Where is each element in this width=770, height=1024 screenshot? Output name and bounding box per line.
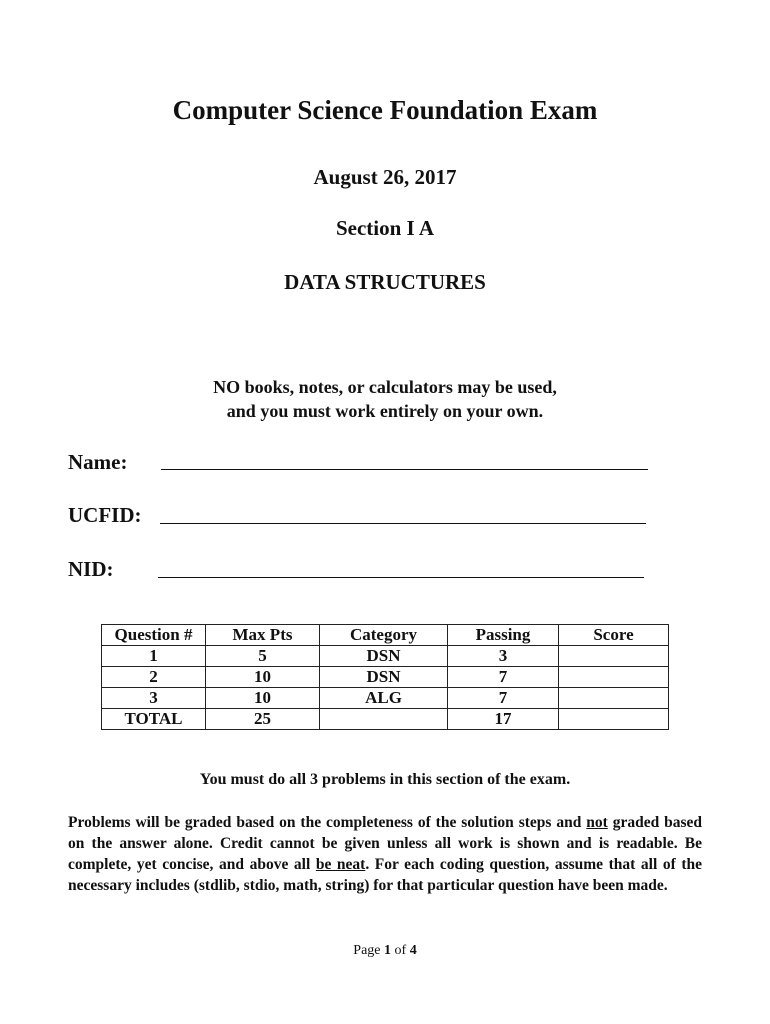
score-cell[interactable] xyxy=(559,646,669,667)
score-cell[interactable] xyxy=(559,709,669,730)
question-cell: 1 xyxy=(102,646,206,667)
table-row-total xyxy=(102,709,669,730)
emphasis-be-neat: be neat xyxy=(315,856,366,873)
max-pts-cell: 10 xyxy=(206,667,320,688)
passing-cell: 7 xyxy=(448,667,559,688)
page-footer xyxy=(0,943,770,959)
ucfid-field[interactable] xyxy=(160,523,646,524)
name-field[interactable] xyxy=(161,469,648,470)
max-pts-cell: 5 xyxy=(206,646,320,667)
instructions-text-2: graded based on the answer alone. Credit cannot be given unless all work is shown and is readable. Be complete, yet concise, and above all xyxy=(68,814,703,873)
max-pts-cell: 25 xyxy=(206,709,320,730)
score-cell[interactable] xyxy=(559,667,669,688)
passing-cell: 7 xyxy=(448,688,559,709)
exam-title: Computer Science Foundation Exam xyxy=(172,95,598,125)
must-do-note: You must do all 3 problems in this section of the exam. xyxy=(199,771,571,788)
category-cell: DSN xyxy=(320,667,448,688)
page-number: 1 xyxy=(384,943,392,958)
of-word: of xyxy=(394,943,407,958)
max-pts-cell: 10 xyxy=(206,688,320,709)
page-word: Page xyxy=(353,943,381,958)
passing-cell: 3 xyxy=(448,646,559,667)
name-label: Name: xyxy=(68,450,128,474)
category-cell xyxy=(320,709,448,730)
score-table xyxy=(101,624,669,730)
nid-field[interactable] xyxy=(158,577,644,578)
question-cell: TOTAL xyxy=(102,709,206,730)
emphasis-not: not xyxy=(586,814,608,831)
table-row xyxy=(102,667,669,688)
page-total: 4 xyxy=(409,943,417,958)
header-passing: Passing xyxy=(448,625,559,646)
header-category: Category xyxy=(320,625,448,646)
question-cell: 3 xyxy=(102,688,206,709)
header-score: Score xyxy=(559,625,669,646)
nid-label: NID: xyxy=(68,557,114,581)
exam-date: August 26, 2017 xyxy=(313,165,457,189)
table-header-row xyxy=(102,625,669,646)
passing-cell: 17 xyxy=(448,709,559,730)
question-cell: 2 xyxy=(102,667,206,688)
table-row xyxy=(102,688,669,709)
exam-subject: DATA STRUCTURES xyxy=(284,270,486,294)
instructions-text-1: Problems will be graded based on the completeness of the solution steps and xyxy=(68,814,587,831)
instructions-text-3: . For each coding question, assume that all of the necessary includes (stdlib, stdio, math, string) for that particular question have been made. xyxy=(68,856,702,894)
ucfid-label: UCFID: xyxy=(68,503,142,527)
rules-line-2: and you must work entirely on your own. xyxy=(226,401,544,421)
score-cell[interactable] xyxy=(559,688,669,709)
header-question: Question # xyxy=(102,625,206,646)
category-cell: ALG xyxy=(320,688,448,709)
header-max-pts: Max Pts xyxy=(206,625,320,646)
table-row xyxy=(102,646,669,667)
category-cell: DSN xyxy=(320,646,448,667)
exam-section: Section I A xyxy=(335,216,434,240)
instructions-paragraph xyxy=(68,812,702,896)
rules-line-1: NO books, notes, or calculators may be used, xyxy=(213,377,557,397)
